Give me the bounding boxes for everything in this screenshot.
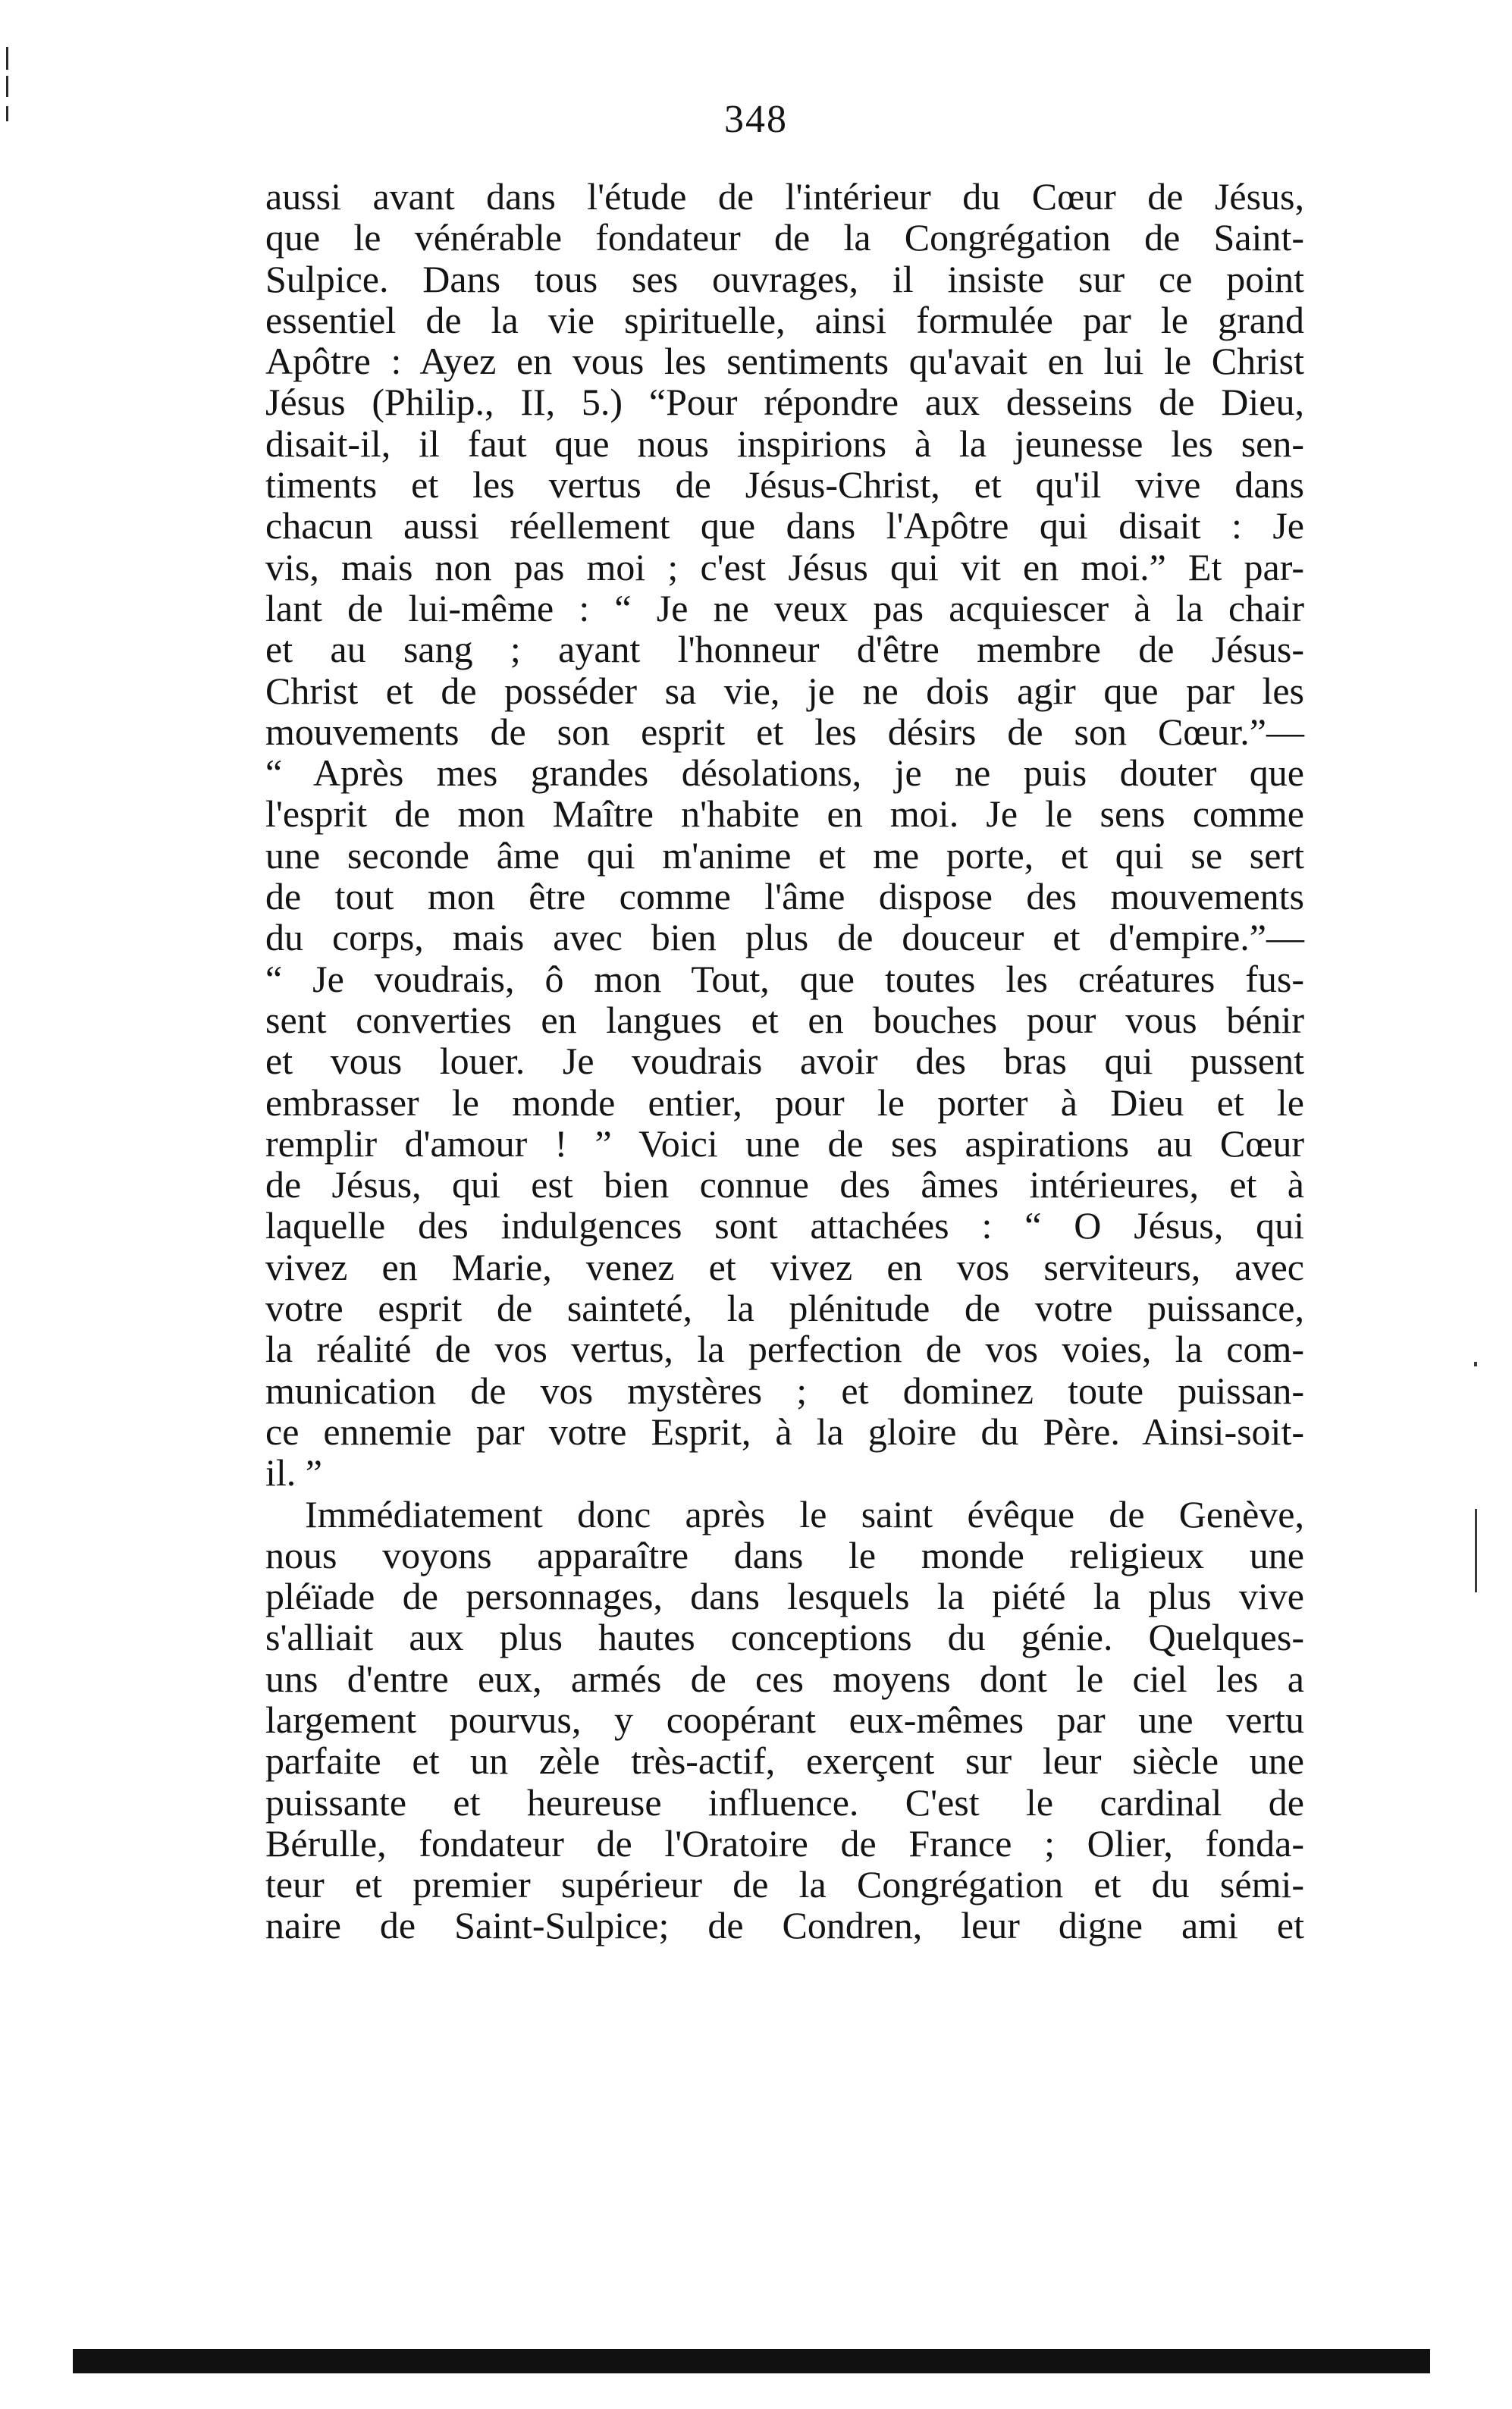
text-line: pléïade de personnages, dans lesquels la piété la plus vive <box>265 1575 1304 1618</box>
text-line: essentiel de la vie spirituelle, ainsi formulée par le grand <box>265 298 1304 341</box>
text-line: de tout mon être comme l'âme dispose des mouvements <box>265 875 1304 918</box>
text-line: uns d'entre eux, armés de ces moyens dont le ciel les a <box>265 1657 1304 1700</box>
text-line: “ Après mes grandes désolations, je ne puis douter que <box>265 751 1304 795</box>
text-line: Sulpice. Dans tous ses ouvrages, il insiste sur ce point <box>265 257 1304 300</box>
scan-bottom-bar <box>73 2349 1430 2373</box>
scan-speck-lower <box>1475 1509 1477 1592</box>
paragraph-start-line: Immédiatement donc après le saint évêque de Genève, <box>305 1492 1304 1535</box>
text-line: puissante et heureuse influence. C'est le cardinal de <box>265 1780 1304 1824</box>
text-line: la réalité de vos vertus, la perfection de vos voies, la com- <box>265 1328 1304 1371</box>
paragraph-end-line: il. ” <box>265 1451 322 1495</box>
text-line: nous voyons apparaître dans le monde religieux une <box>265 1533 1304 1576</box>
text-line: largement pourvus, y coopérant eux-mêmes par une vertu <box>265 1698 1304 1741</box>
text-line: et vous louer. Je voudrais avoir des bras qui pussent <box>265 1040 1304 1083</box>
text-line: l'esprit de mon Maître n'habite en moi. Je le sens comme <box>265 792 1304 836</box>
text-line: une seconde âme qui m'anime et me porte, et qui se sert <box>265 833 1304 877</box>
text-line: Jésus (Philip., II, 5.) “Pour répondre aux desseins de Dieu, <box>265 381 1304 424</box>
text-line: ce ennemie par votre Esprit, à la gloire du Père. Ainsi-soit- <box>265 1410 1304 1453</box>
text-line: s'alliait aux plus hautes conceptions du génie. Quelques- <box>265 1616 1304 1659</box>
text-line: du corps, mais avec bien plus de douceur et d'empire.”— <box>265 916 1304 959</box>
text-line: laquelle des indulgences sont attachées : “ O Jésus, qui <box>265 1204 1304 1247</box>
text-line: chacun aussi réellement que dans l'Apôtre qui disait : Je <box>265 504 1304 547</box>
text-line: parfaite et un zèle très-actif, exerçent sur leur siècle une <box>265 1739 1304 1783</box>
text-line: aussi avant dans l'étude de l'intérieur du Cœur de Jésus, <box>265 175 1304 218</box>
text-line: naire de Saint-Sulpice; de Condren, leur digne ami et <box>265 1904 1304 1947</box>
text-line: mouvements de son esprit et les désirs de son Cœur.”— <box>265 710 1304 753</box>
text-line: sent converties en langues et en bouches pour vous bénir <box>265 998 1304 1041</box>
text-line: Apôtre : Ayez en vous les sentiments qu'avait en lui le Christ <box>265 340 1304 383</box>
text-line: timents et les vertus de Jésus-Christ, et qu'il vive dans <box>265 463 1304 507</box>
text-line: “ Je voudrais, ô mon Tout, que toutes les créatures fus- <box>265 957 1304 1000</box>
text-line: munication de vos mystères ; et dominez toute puissan- <box>265 1369 1304 1412</box>
text-line: remplir d'amour ! ” Voici une de ses aspirations au Cœur <box>265 1121 1304 1165</box>
body-text <box>265 176 1304 1946</box>
text-line: teur et premier supérieur de la Congrégation et du sémi- <box>265 1863 1304 1906</box>
scan-edge-mark-top <box>6 47 8 70</box>
text-line: lant de lui-même : “ Je ne veux pas acquiescer à la chair <box>265 586 1304 629</box>
text-line: que le vénérable fondateur de la Congrégation de Saint- <box>265 216 1304 259</box>
text-line: de Jésus, qui est bien connue des âmes intérieures, et à <box>265 1163 1304 1206</box>
text-line: vis, mais non pas moi ; c'est Jésus qui vit en moi.” Et par- <box>265 545 1304 588</box>
text-line: votre esprit de sainteté, la plénitude de votre puissance, <box>265 1287 1304 1330</box>
text-line: et au sang ; ayant l'honneur d'être membre de Jésus- <box>265 628 1304 671</box>
scan-edge-mark-middle <box>6 76 8 97</box>
text-line: vivez en Marie, venez et vivez en vos serviteurs, avec <box>265 1245 1304 1288</box>
text-line: Bérulle, fondateur de l'Oratoire de France ; Olier, fonda- <box>265 1821 1304 1865</box>
page-number: 348 <box>724 98 788 141</box>
text-line: disait-il, il faut que nous inspirions à la jeunesse les sen- <box>265 422 1304 465</box>
text-line: Christ et de posséder sa vie, je ne dois agir que par les <box>265 669 1304 712</box>
scan-speck-upper <box>1474 1362 1477 1366</box>
text-line: embrasser le monde entier, pour le porter à Dieu et le <box>265 1081 1304 1124</box>
